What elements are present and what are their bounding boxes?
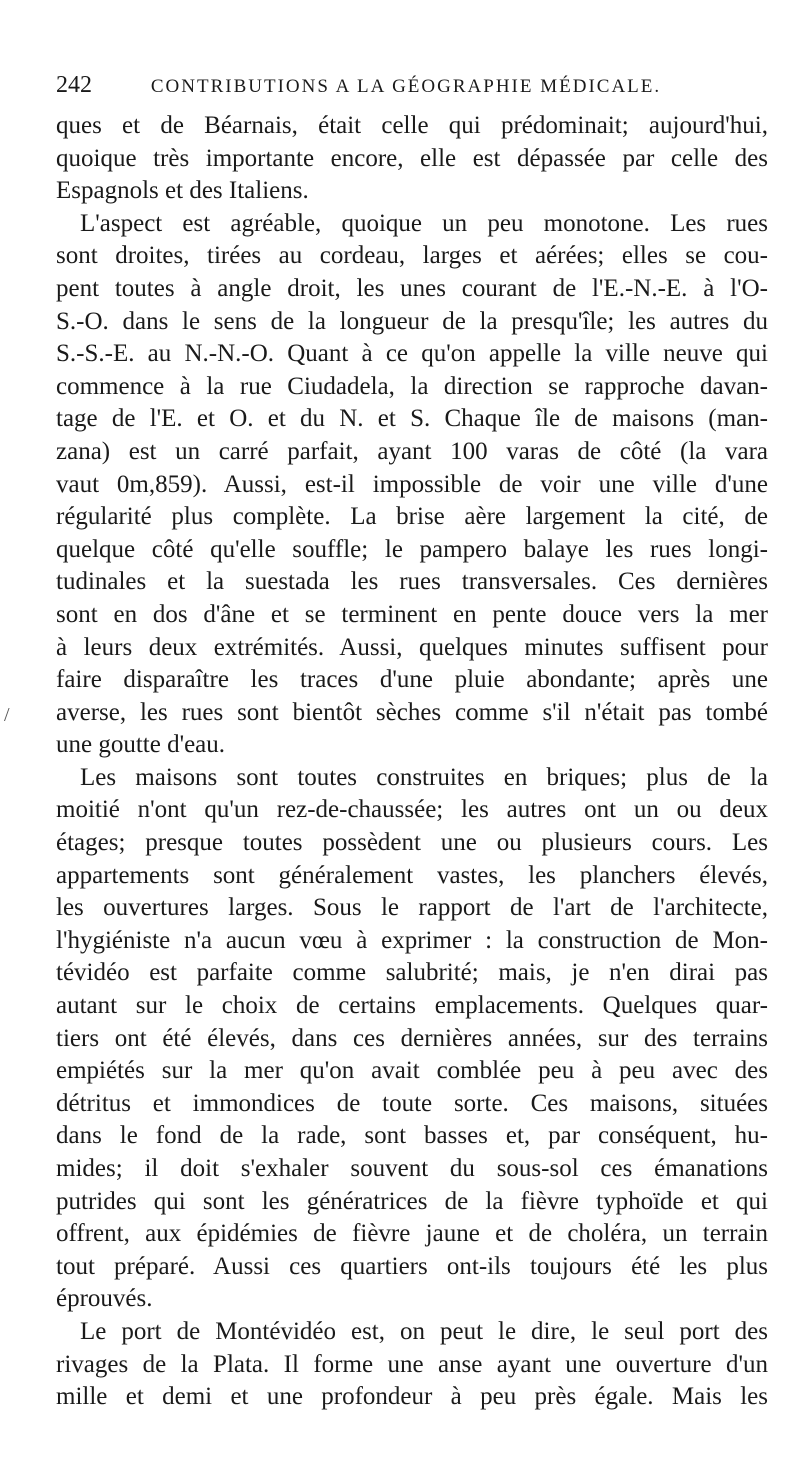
paragraph-start-line: Les maisons sont toutes construites en briques; plus de la bbox=[80, 763, 768, 791]
text-line: ques et de Béarnais, était celle qui prédominait; aujourd'hui, bbox=[56, 112, 768, 139]
text-line: les ouvertures larges. Sous le rapport de l'art de l'architecte, bbox=[56, 894, 768, 922]
text-line: commence à la rue Ciudadela, la direction se rapproche davan- bbox=[56, 372, 768, 400]
text-line: S.-S.-E. au N.-N.-O. Quant à ce qu'on appelle la ville neuve qui bbox=[56, 340, 768, 368]
text-line: éprouvés. bbox=[56, 1285, 153, 1313]
running-title: CONTRIBUTIONS A LA GÉOGRAPHIE MÉDICALE. bbox=[150, 76, 662, 97]
text-line: tage de l'E. et O. et du N. et S. Chaque île de maisons (man- bbox=[56, 405, 768, 433]
text-line: sont droites, tirées au cordeau, larges et aérées; elles se cou- bbox=[56, 242, 768, 270]
paragraph-start-line: L'aspect est agréable, quoique un peu monotone. Les rues bbox=[80, 209, 768, 237]
page-number: 242 bbox=[56, 72, 92, 98]
text-line: tout préparé. Aussi ces quartiers ont-ils toujours été les plus bbox=[56, 1252, 768, 1280]
text-line: tudinales et la suestada les rues transversales. Ces dernières bbox=[56, 568, 768, 596]
text-line: une goutte d'eau. bbox=[56, 731, 226, 759]
text-line: S.-O. dans le sens de la longueur de la presqu'île; les autres du bbox=[56, 307, 768, 335]
text-line: pent toutes à angle droit, les unes courant de l'E.-N.-E. à l'O- bbox=[56, 274, 768, 302]
text-line: à leurs deux extrémités. Aussi, quelques minutes suffisent pour bbox=[56, 633, 768, 661]
body-text bbox=[56, 110, 768, 1414]
text-line: quoique très importante encore, elle est dépassée par celle des bbox=[56, 144, 768, 172]
text-line: l'hygiéniste n'a aucun vœu à exprimer : la construction de Mon- bbox=[56, 926, 768, 954]
text-line: averse, les rues sont bientôt sèches comme s'il n'était pas tombé bbox=[56, 698, 768, 726]
text-line: tiers ont été élevés, dans ces dernières années, sur des terrains bbox=[56, 1024, 768, 1052]
text-line: vaut 0m,859). Aussi, est-il impossible de voir une ville d'une bbox=[56, 470, 768, 498]
text-line: étages; presque toutes possèdent une ou plusieurs cours. Les bbox=[56, 829, 768, 857]
text-line: régularité plus complète. La brise aère largement la cité, de bbox=[56, 503, 768, 531]
text-line: mille et demi et une profondeur à peu près égale. Mais les bbox=[56, 1383, 768, 1411]
text-line: zana) est un carré parfait, ayant 100 varas de côté (la vara bbox=[56, 437, 768, 465]
text-line: faire disparaître les traces d'une pluie abondante; après une bbox=[56, 666, 768, 694]
margin-mark: / bbox=[4, 704, 10, 726]
text-line: putrides qui sont les génératrices de la fièvre typhoïde et qui bbox=[56, 1187, 768, 1215]
text-line: appartements sont généralement vastes, les planchers élevés, bbox=[56, 861, 768, 889]
text-line: sont en dos d'âne et se terminent en pente douce vers la mer bbox=[56, 600, 768, 628]
text-line: autant sur le choix de certains emplacements. Quelques quar- bbox=[56, 992, 768, 1020]
text-line: offrent, aux épidémies de fièvre jaune et de choléra, un terrain bbox=[56, 1220, 768, 1248]
text-line: empiétés sur la mer qu'on avait comblée peu à peu avec des bbox=[56, 1057, 768, 1085]
text-line: dans le fond de la rade, sont basses et, par conséquent, hu- bbox=[56, 1122, 768, 1150]
text-line: rivages de la Plata. Il forme une anse ayant une ouverture d'un bbox=[56, 1350, 768, 1378]
text-line: tévidéo est parfaite comme salubrité; mais, je n'en dirai pas bbox=[56, 959, 768, 987]
running-head bbox=[56, 72, 756, 102]
text-line: quelque côté qu'elle souffle; le pampero balaye les rues longi- bbox=[56, 535, 768, 563]
text-line: mides; il doit s'exhaler souvent du sous-sol ces émanations bbox=[56, 1155, 768, 1182]
paragraph-start-line: Le port de Montévidéo est, on peut le dire, le seul port des bbox=[80, 1317, 768, 1345]
text-line: moitié n'ont qu'un rez-de-chaussée; les autres ont un ou deux bbox=[56, 796, 768, 824]
text-line: détritus et immondices de toute sorte. Ces maisons, situées bbox=[56, 1089, 768, 1117]
text-line: Espagnols et des Italiens. bbox=[56, 177, 309, 205]
